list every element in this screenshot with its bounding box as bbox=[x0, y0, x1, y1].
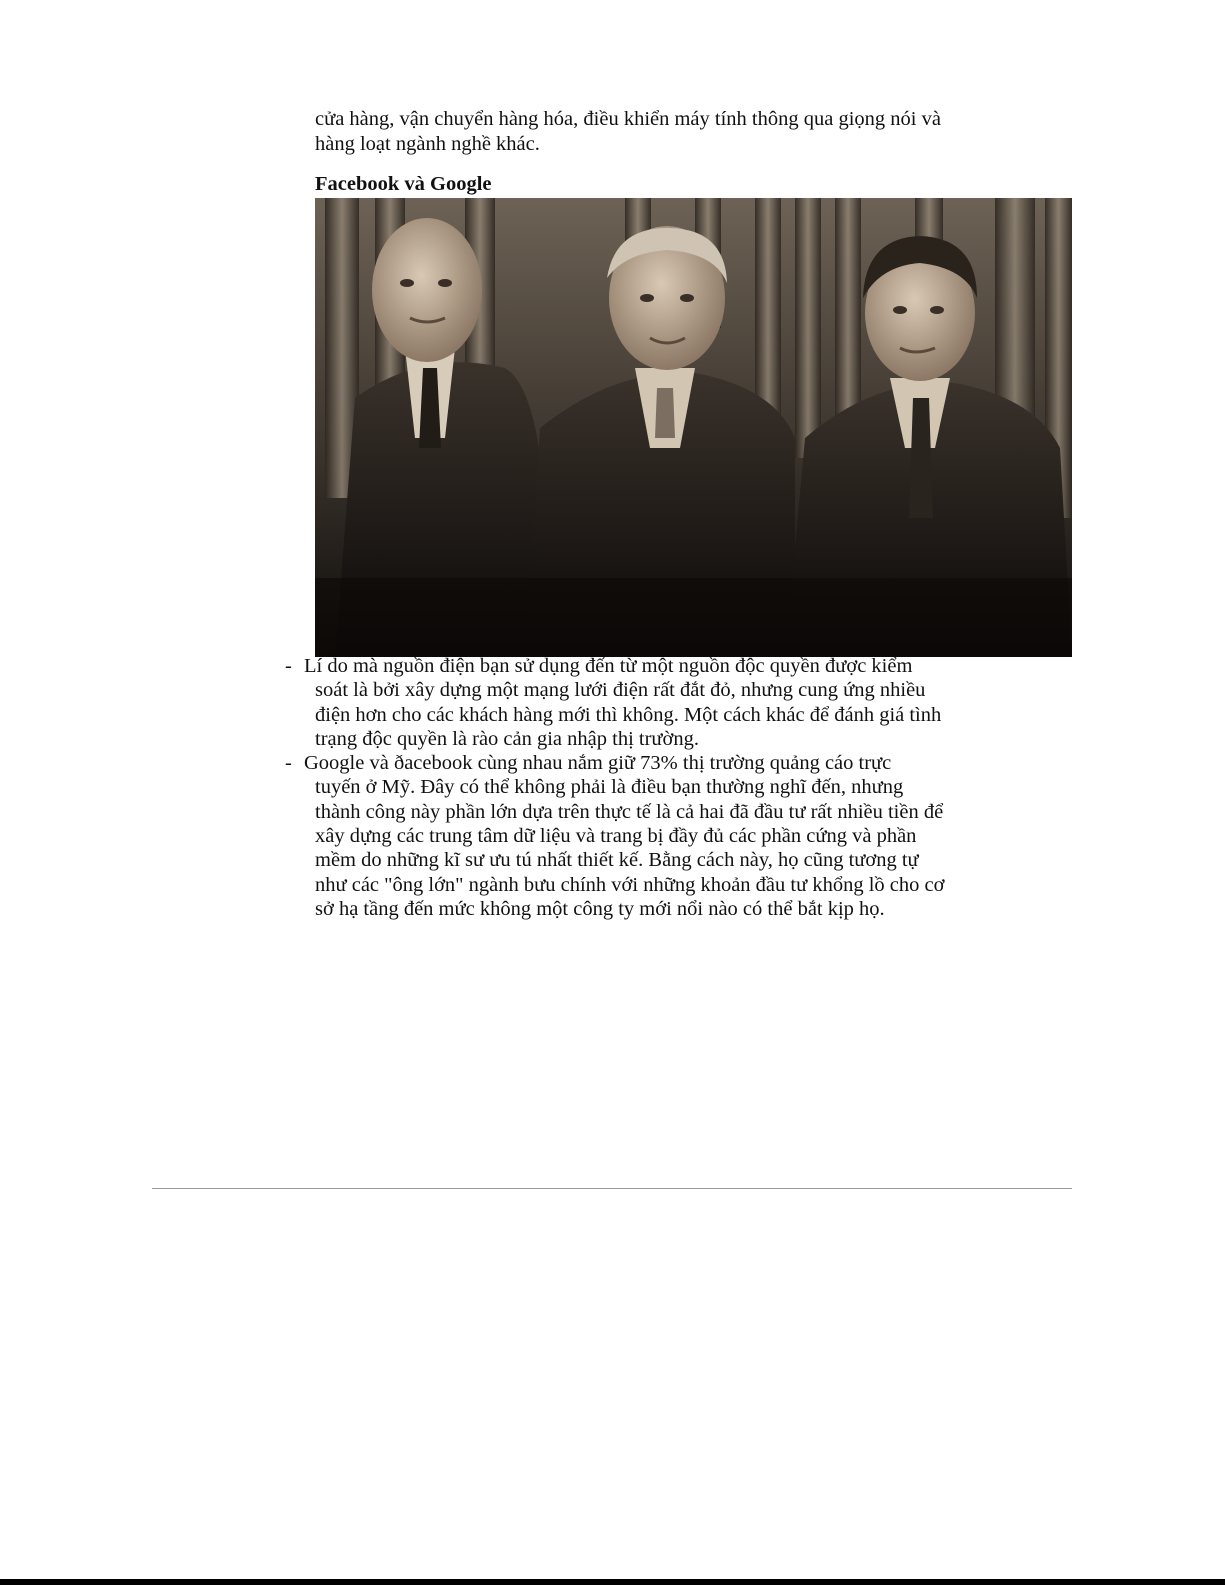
intro-line: hàng loạt ngành nghề khác. bbox=[315, 133, 540, 155]
bullet-line: mềm do những kĩ sư ưu tú nhất thiết kế. Bằng cách này, họ cũng tương tự bbox=[315, 849, 919, 872]
photo-three-men bbox=[315, 198, 1072, 657]
bullet-line: tuyến ở Mỹ. Đây có thể không phải là điều bạn thường nghĩ đến, nhưng bbox=[315, 776, 904, 799]
page-divider bbox=[152, 1188, 1072, 1189]
bullet-line: thành công này phần lớn dựa trên thực tế là cả hai đã đầu tư rất nhiều tiền để bbox=[315, 800, 944, 823]
bullet-line: điện hơn cho các khách hàng mới thì không. Một cách khác để đánh giá tình bbox=[315, 703, 942, 726]
bullet-line: soát là bởi xây dựng một mạng lưới điện rất đắt đỏ, nhưng cung ứng nhiều bbox=[315, 679, 926, 702]
bottom-edge-bar bbox=[0, 1579, 1225, 1585]
bullet-marker: - bbox=[285, 655, 292, 677]
bullet-marker: - bbox=[285, 752, 292, 775]
list-item bbox=[285, 751, 985, 921]
bullet-list bbox=[285, 654, 985, 921]
bullet-line: như các "ông lớn" ngành bưu chính với những khoản đầu tư khổng lồ cho cơ bbox=[315, 873, 945, 896]
bullet-line: Lí do mà nguồn điện bạn sử dụng đến từ một nguồn độc quyền được kiểm bbox=[304, 655, 913, 677]
section-heading: Facebook và Google bbox=[315, 173, 492, 195]
list-item bbox=[285, 654, 985, 751]
bullet-line: Google và ðacebook cùng nhau nắm giữ 73% thị trường quảng cáo trực bbox=[304, 752, 892, 775]
bullet-line: xây dựng các trung tâm dữ liệu và trang bị đầy đủ các phần cứng và phần bbox=[315, 825, 917, 848]
intro-line: cửa hàng, vận chuyển hàng hóa, điều khiển máy tính thông qua giọng nói và bbox=[315, 108, 941, 130]
bullet-line: sở hạ tầng đến mức không một công ty mới nổi nào có thể bắt kịp họ. bbox=[315, 897, 885, 920]
intro-paragraph bbox=[315, 107, 975, 157]
bullet-line: trạng độc quyền là rào cản gia nhập thị trường. bbox=[315, 727, 699, 750]
